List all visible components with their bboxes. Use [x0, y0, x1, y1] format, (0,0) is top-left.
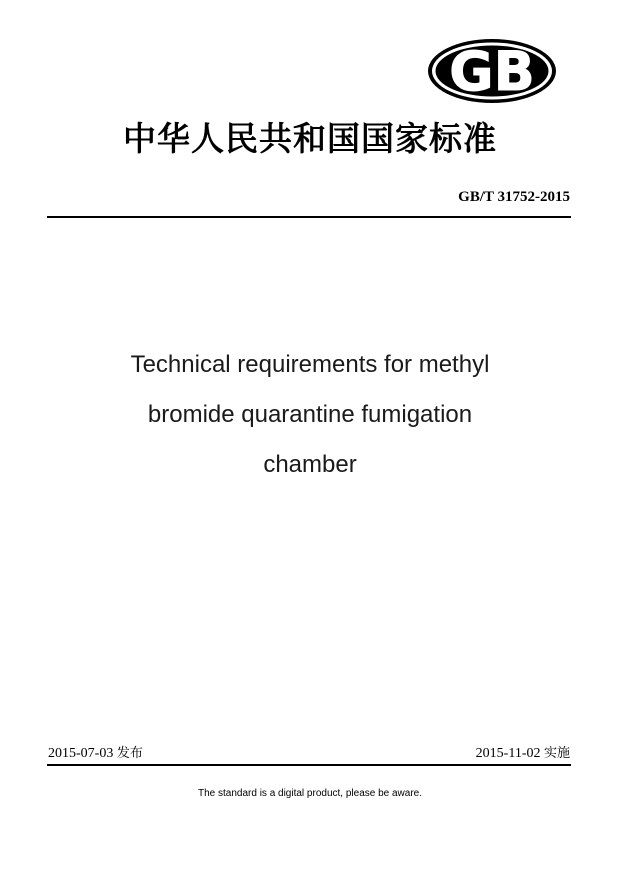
standard-code: GB/T 31752-2015 — [458, 189, 570, 205]
gb-logo-icon — [426, 37, 558, 105]
document-title — [0, 340, 620, 490]
implement-label: 实施 — [543, 746, 570, 761]
implement-info — [476, 742, 570, 762]
top-divider — [47, 216, 571, 218]
national-standard-title: 中华人民共和国国家标准 — [123, 119, 497, 158]
publish-date: 2015-07-03 — [48, 746, 114, 761]
title-line-2: bromide quarantine fumigation — [147, 401, 473, 428]
publish-label: 发布 — [116, 746, 143, 761]
implement-date: 2015-11-02 — [475, 746, 541, 761]
digital-product-notice: The standard is a digital product, please be aware. — [197, 788, 423, 799]
gb-logo-text: GB — [449, 40, 535, 103]
title-line-1: Technical requirements for methyl — [130, 351, 490, 378]
bottom-divider — [47, 764, 571, 766]
publish-info — [48, 742, 143, 762]
title-line-3: chamber — [263, 451, 357, 478]
